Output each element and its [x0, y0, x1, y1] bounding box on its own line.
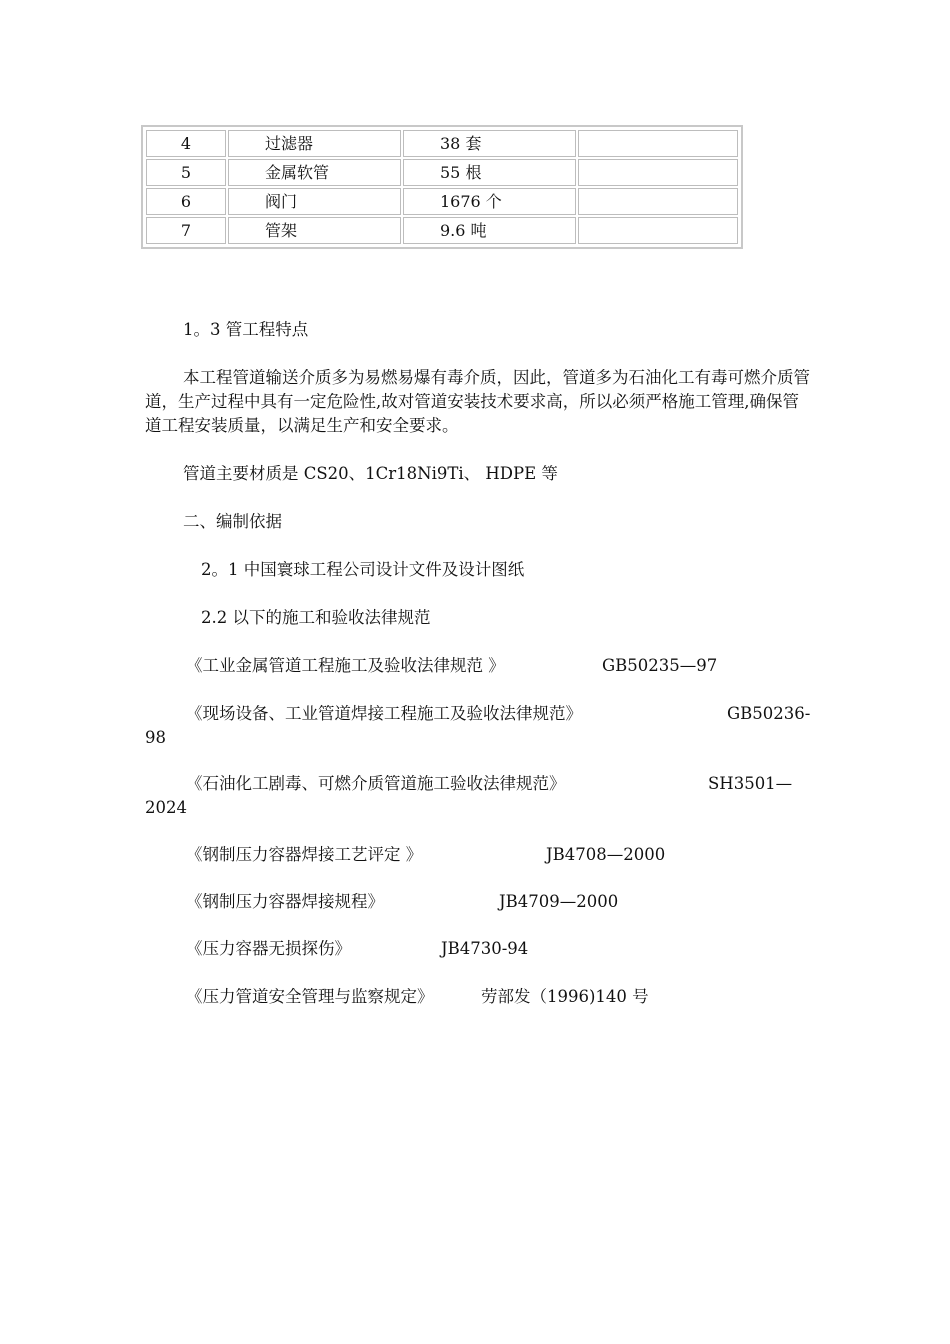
reference-title: 《钢制压力容器焊接规程》 [186, 892, 384, 911]
table-cell-name: 阀门 [228, 188, 401, 215]
table-row [146, 130, 738, 157]
paragraph-text: 本工程管道输送介质多为易燃易爆有毒介质，因此，管道多为石油化工有毒可燃介质管道，生产过程中具有一定危险性,故对管道安装技术要求高，所以必须严格施工管理,确保管道工程安装质量，以满足生产和安全要求。 [145, 368, 810, 435]
reference-title: 《压力管道安全管理与监察规定》 [186, 987, 434, 1006]
table-cell-qty: 9.6 吨 [403, 217, 576, 244]
table-cell-note [578, 188, 738, 215]
material-table [141, 125, 743, 249]
table-cell-name: 管架 [228, 217, 401, 244]
materials-line: 管道主要材质是 CS20、1Cr18Ni9Ti、 HDPE 等 [183, 464, 558, 483]
table-row [146, 188, 738, 215]
reference-title: 《现场设备、工业管道焊接工程施工及验收法律规范》 [186, 704, 582, 723]
reference-code: SH3501— [708, 774, 793, 793]
reference-code: JB4708—2000 [546, 845, 666, 864]
reference-title: 《钢制压力容器焊接工艺评定 》 [186, 845, 423, 864]
table-row [146, 217, 738, 244]
section-heading-2: 二、编制依据 [183, 512, 282, 531]
reference-title: 《石油化工剧毒、可燃介质管道施工验收法律规范》 [186, 774, 566, 793]
table-cell-no: 5 [146, 159, 226, 186]
section-heading-1-3: 1。3 管工程特点 [183, 320, 309, 339]
reference-code: 劳部发（1996)140 号 [481, 987, 649, 1006]
table-cell-no: 6 [146, 188, 226, 215]
table-cell-name: 金属软管 [228, 159, 401, 186]
item-2-2: 2.2 以下的施工和验收法律规范 [201, 608, 431, 627]
reference-title: 《压力容器无损探伤》 [186, 939, 351, 958]
table-cell-no: 4 [146, 130, 226, 157]
table-cell-qty: 38 套 [403, 130, 576, 157]
table-cell-qty: 1676 个 [403, 188, 576, 215]
reference-code: GB50235—97 [602, 656, 718, 675]
table-row [146, 159, 738, 186]
reference-code-continued: 98 [145, 728, 166, 747]
table-cell-name: 过滤器 [228, 130, 401, 157]
section-1-3-paragraph [145, 366, 810, 438]
reference-code: GB50236- [727, 704, 811, 723]
table-cell-note [578, 159, 738, 186]
reference-code: JB4709—2000 [499, 892, 619, 911]
reference-title: 《工业金属管道工程施工及验收法律规范 》 [186, 656, 505, 675]
table-cell-qty: 55 根 [403, 159, 576, 186]
table-cell-note [578, 217, 738, 244]
reference-code: JB4730-94 [441, 939, 529, 958]
item-2-1: 2。1 中国寰球工程公司设计文件及设计图纸 [201, 560, 525, 579]
reference-code-continued: 2024 [145, 798, 187, 817]
table-cell-no: 7 [146, 217, 226, 244]
table-cell-note [578, 130, 738, 157]
